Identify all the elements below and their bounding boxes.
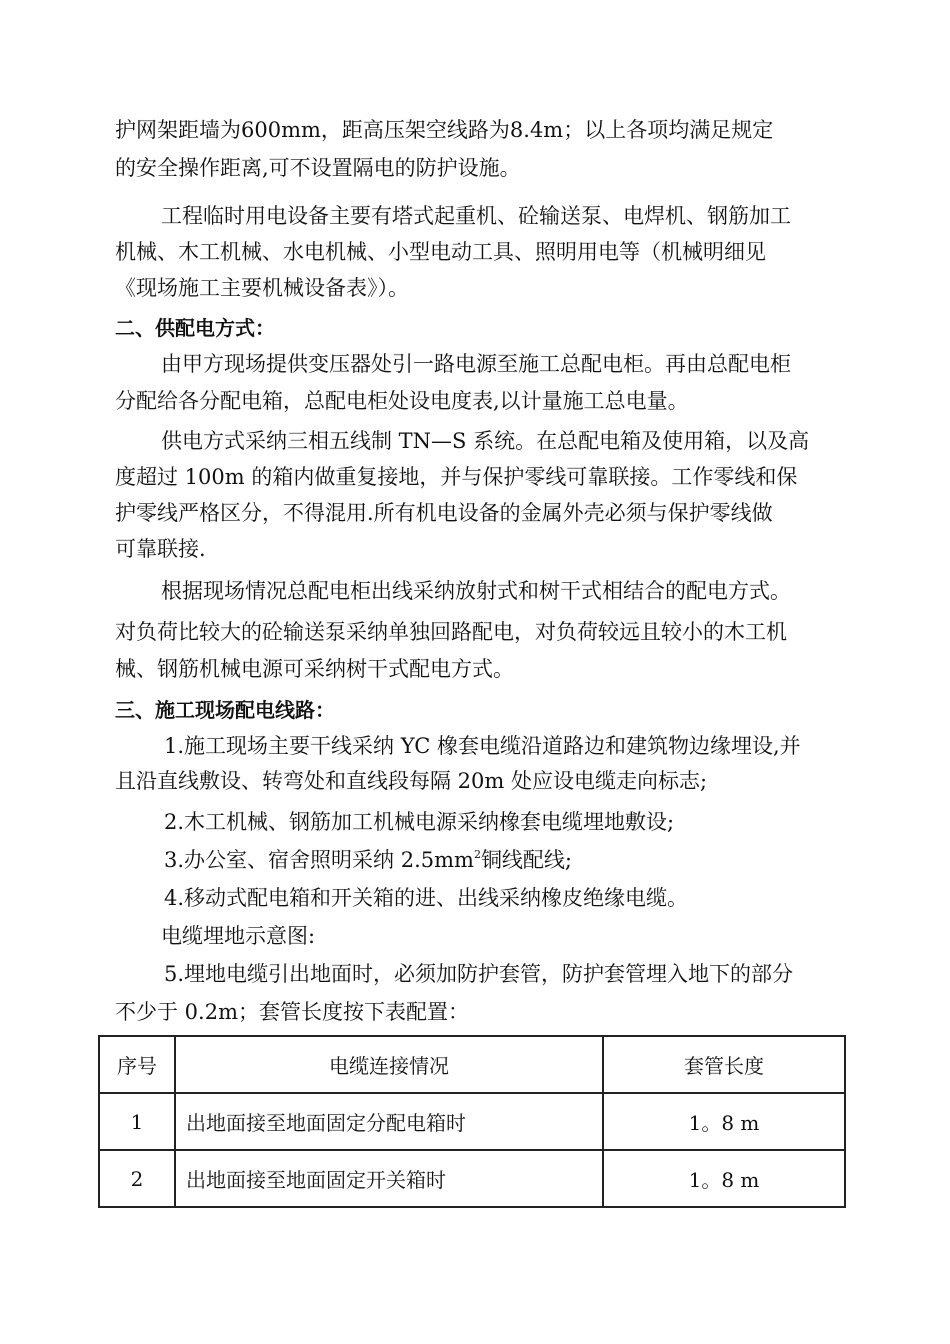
body-text-line: 电缆埋地示意图: bbox=[161, 924, 316, 948]
body-text-line: 护网架距墙为600mm，距高压架空线路为8.4m；以上各项均满足规定 bbox=[115, 118, 774, 142]
section-heading: 三、施工现场配电线路： bbox=[115, 698, 335, 722]
body-text-line: 《现场施工主要机械设备表》）。 bbox=[115, 276, 409, 300]
body-text-line: 4.移动式配电箱和开关箱的进、出线采纳橡皮绝缘电缆。 bbox=[164, 886, 689, 910]
body-text-line: 供电方式采纳三相五线制 TN—S 系统。在总配电箱及使用箱，以及高 bbox=[161, 429, 810, 453]
table-row bbox=[99, 1093, 845, 1150]
header-cell-number: 序号 bbox=[99, 1036, 175, 1093]
section-heading: 二、供配电方式： bbox=[115, 316, 275, 340]
body-text-line: 可靠联接. bbox=[115, 537, 206, 561]
superscript: 2 bbox=[473, 848, 481, 861]
table-header-row bbox=[99, 1036, 845, 1093]
body-text-line: 1.施工现场主要干线采纳 YC 橡套电缆沿道路边和建筑物边缘埋设,并 bbox=[164, 734, 801, 758]
cell-connection: 出地面接至地面固定开关箱时 bbox=[175, 1150, 603, 1207]
body-text-line: 护零线严格区分，不得混用.所有机电设备的金属外壳必须与保护零线做 bbox=[115, 501, 773, 525]
header-cell-length: 套管长度 bbox=[603, 1036, 845, 1093]
cell-length: 1。8 m bbox=[603, 1093, 845, 1150]
body-text-line: 5.埋地电缆引出地面时，必须加防护套管，防护套管埋入地下的部分 bbox=[164, 962, 794, 986]
body-text-line: 且沿直线敷设、转弯处和直线段每隔 20m 处应设电缆走向标志; bbox=[115, 769, 708, 793]
cell-length: 1。8 m bbox=[603, 1150, 845, 1207]
body-text-line: 的安全操作距离,可不设置隔电的防护设施。 bbox=[115, 156, 521, 180]
body-text-line: 对负荷比较大的砼输送泵采纳单独回路配电，对负荷较远且较小的木工机 bbox=[115, 620, 787, 644]
body-text-line: 机械、木工机械、水电机械、小型电动工具、照明用电等（机械明细见 bbox=[115, 240, 766, 264]
body-text-line: 分配给各分配电箱，总配电柜处设电度表,以计量施工总电量。 bbox=[115, 389, 689, 413]
table-row bbox=[99, 1150, 845, 1207]
body-text-line: 工程临时用电设备主要有塔式起重机、砼输送泵、电焊机、钢筋加工 bbox=[161, 204, 791, 228]
body-text-line: 度超过 100m 的箱内做重复接地，并与保护零线可靠联接。工作零线和保 bbox=[115, 465, 798, 489]
body-text-line: 由甲方现场提供变压器处引一路电源至施工总配电柜。再由总配电柜 bbox=[161, 352, 791, 376]
body-text-line: 根据现场情况总配电柜出线采纳放射式和树干式相结合的配电方式。 bbox=[161, 579, 791, 603]
body-text-line: 2.木工机械、钢筋加工机械电源采纳橡套电缆埋地敷设; bbox=[164, 810, 675, 834]
cell-number: 2 bbox=[99, 1150, 175, 1207]
body-text-line bbox=[164, 846, 572, 874]
text-run: 3.办公室、宿舍照明采纳 2.5mm bbox=[164, 848, 474, 872]
conduit-length-table bbox=[98, 1035, 846, 1208]
cell-number: 1 bbox=[99, 1093, 175, 1150]
body-text-line: 不少于 0.2m；套管长度按下表配置： bbox=[115, 1000, 469, 1024]
header-cell-connection: 电缆连接情况 bbox=[175, 1036, 603, 1093]
cell-connection: 出地面接至地面固定分配电箱时 bbox=[175, 1093, 603, 1150]
body-text-line: 械、钢筋机械电源可采纳树干式配电方式。 bbox=[115, 657, 514, 681]
text-run: 铜线配线; bbox=[480, 848, 573, 872]
